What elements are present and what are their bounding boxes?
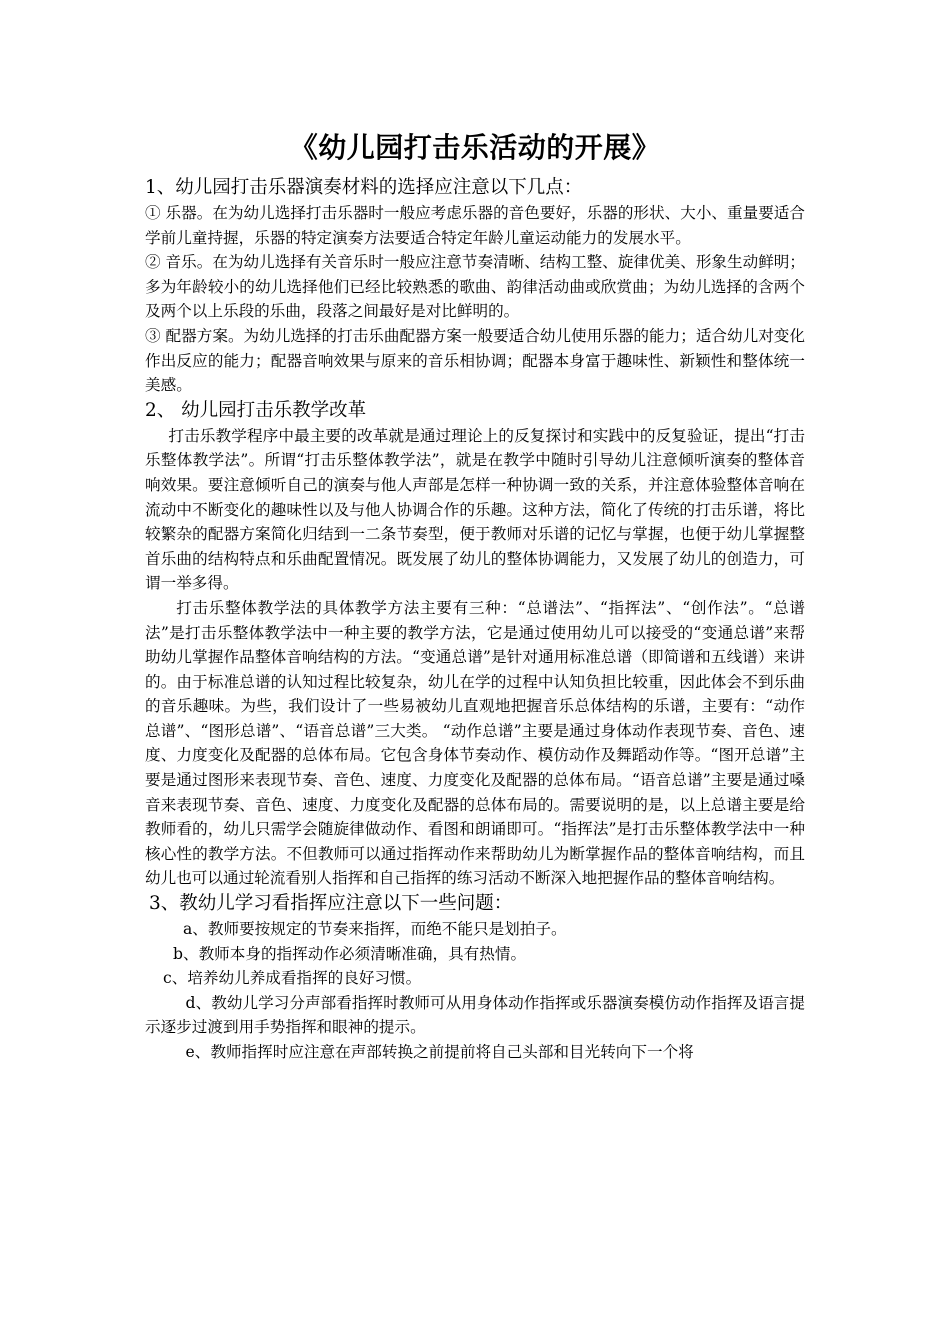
section-3-heading: 3、教幼儿学习看指挥应注意以下一些问题： — [149, 893, 513, 915]
section-3-item-a: a、教师要按规定的节奏来指挥，而绝不能只是划拍子。 — [183, 920, 567, 939]
section-2-paragraph: 打击乐教学程序中最主要的改革就是通过理论上的反复探讨和实践中的反复验证，提出“打击乐整体教学法”。所谓“打击乐整体教学法”，就是在教学中随时引导幼儿注意倾听演奏的整体音响效果。要注意倾听自己的演奏与他人声部是怎样一种协调一致的关系，并注意体验整体音响在流动中不断变化的趣味性以及与他人协调合作的乐趣。这种方法，简化了传统的打击乐谱，将比较繁杂的配器方案简化归结到一二条节奏型，便于教师对乐谱的记忆与掌握，也便于幼儿掌握整首乐曲的结构特点和乐曲配置情况。既发展了幼儿的整体协调能力，又发展了幼儿的创造力，可谓一举多得。 — [145, 426, 805, 593]
section-1-item-instruments: ① 乐器。在为幼儿选择打击乐器时一般应考虑乐器的音色要好，乐器的形状、大小、重量要适合学前儿童持握，乐器的特定演奏方法要适合特定年龄儿童运动能力的发展水平。 — [145, 204, 805, 247]
section-3-item-c: c、培养幼儿养成看指挥的良好习惯。 — [163, 969, 422, 988]
section-1-item-orchestration: ③ 配器方案。为幼儿选择的打击乐曲配器方案一般要适合幼儿使用乐器的能力；适合幼儿对变化作出反应的能力；配器音响效果与原来的音乐相协调；配器本身富于趣味性、新颖性和整体统一美感。 — [145, 326, 805, 395]
section-3-item-d: d、教幼儿学习分声部看指挥时教师可从用身体动作指挥或乐器演奏模仿动作指挥及语言提示逐步过渡到用手势指挥和眼神的提示。 — [145, 993, 805, 1037]
section-1-heading: 1、幼儿园打击乐器演奏材料的选择应注意以下几点： — [145, 177, 583, 198]
section-2-paragraph: 打击乐整体教学法的具体教学方法主要有三种：“总谱法”、“指挥法”、“创作法”。“总谱法”是打击乐整体教学法中一种主要的教学方法，它是通过使用幼儿可以接受的“变通总谱”来帮助幼儿掌握作品整体音响结构的方法。“变通总谱”是针对通用标准总谱（即简谱和五线谱）来讲的。由于标准总谱的认知过程比较复杂，幼儿在学的过程中认知负担比较重，因此体会不到乐曲的音乐趣味。为些，我们设计了一些易被幼儿直观地把握音乐总体结构的乐谱，主要有：“动作总谱”、“图形总谱”、“语音总谱”三大类。 “动作总谱”主要是通过身体动作表现节奏、音色、速度、力度变化及配器的总体布局。它包含身体节奏动作、模仿动作及舞蹈动作等。“图开总谱”主要是通过图形来表现节奏、音色、速度、力度变化及配器的总体布局。“语音总谱”主要是通过嗓音来表现节奏、音色、速度、力度变化及配器的总体布局的。需要说明的是，以上总谱主要是给教师看的，幼儿只需学会随旋律做动作、看图和朗诵即可。“指挥法”是打击乐整体教学法中一种核心性的教学方法。不但教师可以通过指挥动作来帮助幼儿为断掌握作品的整体音响结构，而且幼儿也可以通过轮流看别人指挥和自己指挥的练习活动不断深入地把握作品的整体音响结构。 — [145, 598, 805, 888]
section-3-item-e: e、教师指挥时应注意在声部转换之前提前将自己头部和目光转向下一个将 — [185, 1043, 694, 1061]
document-body — [145, 175, 805, 1065]
section-3-item-b: b、教师本身的指挥动作必须清晰准确，具有热情。 — [173, 944, 527, 963]
section-1-item-music: ② 音乐。在为幼儿选择有关音乐时一般应注意节奏清晰、结构工整、旋律优美、形象生动鲜明；多为年龄较小的幼儿选择他们已经比较熟悉的歌曲、韵律活动曲或欣赏曲；为幼儿选择的含两个及两个以上乐段的乐曲，段落之间最好是对比鲜明的。 — [145, 253, 805, 321]
section-2-heading: 2、 幼儿园打击乐教学改革 — [145, 399, 367, 421]
document-title: 《幼儿园打击乐活动的开展》 — [289, 131, 661, 164]
